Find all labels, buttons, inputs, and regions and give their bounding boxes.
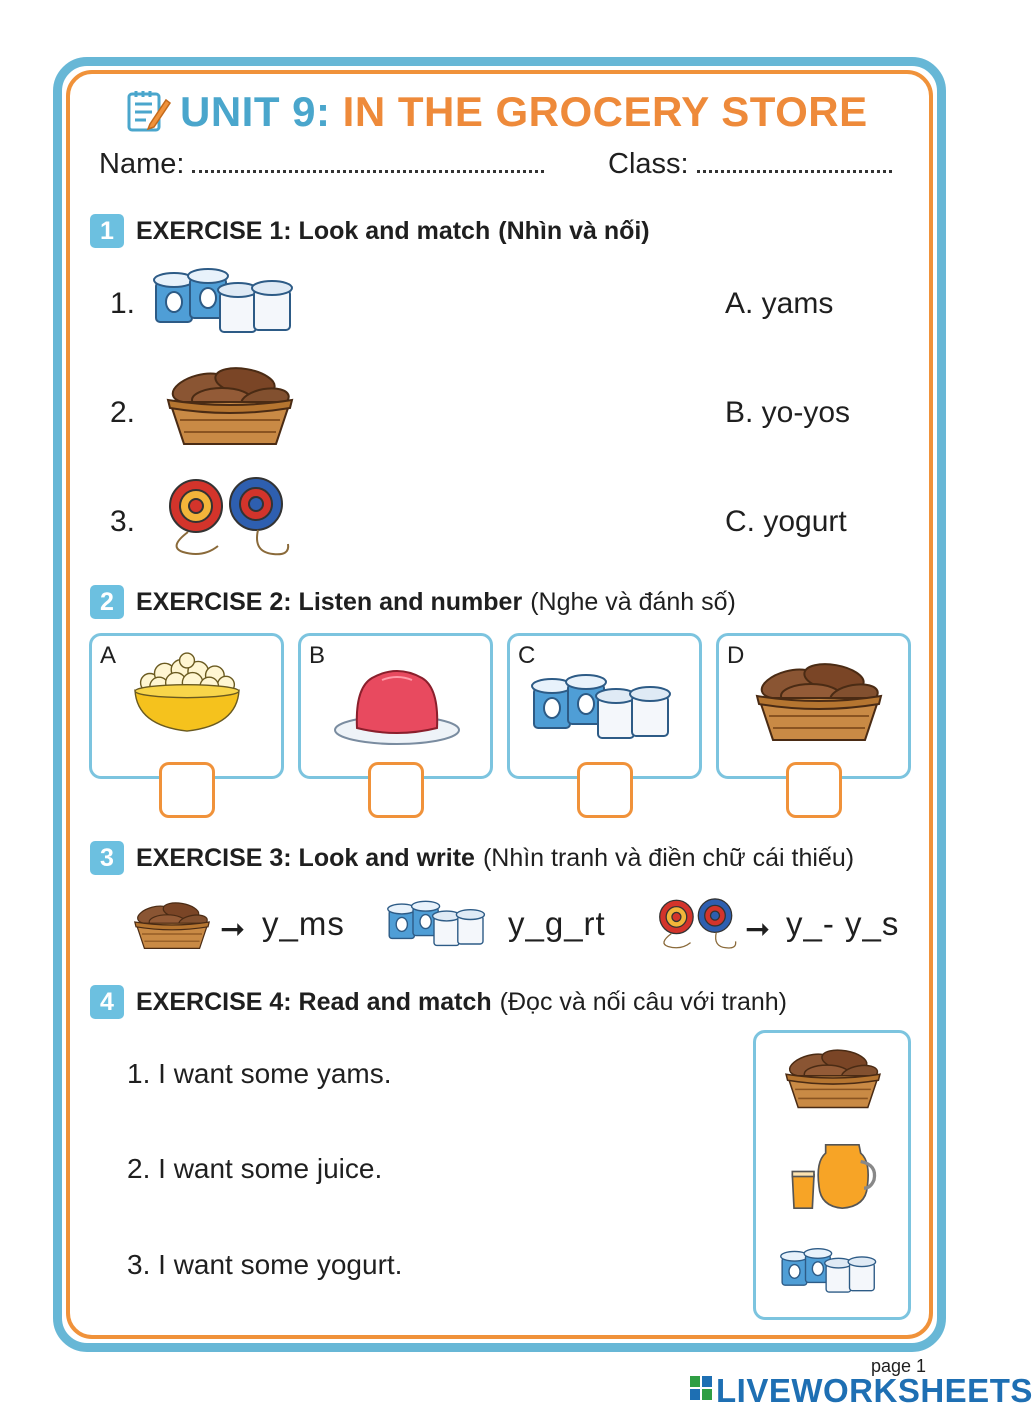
ex4-sentence-1[interactable]: 1. I want some yams.: [127, 1058, 392, 1089]
exercise-2-title: EXERCISE 2: Listen and number: [136, 587, 523, 616]
class-field[interactable]: [608, 148, 892, 181]
ex2-answer-c[interactable]: [577, 762, 633, 818]
exercise-1-heading: [90, 214, 650, 248]
ex1-number-3: 3.: [110, 505, 136, 538]
yams-image: [160, 360, 300, 450]
yams-image: [130, 894, 214, 956]
jelly-image: [327, 658, 467, 748]
ex1-option-c[interactable]: C. yogurt: [725, 505, 847, 538]
box-letter: D: [727, 642, 745, 669]
ex1-option-a[interactable]: A. yams: [725, 287, 834, 320]
ex3-word-2[interactable]: y_g_rt: [508, 905, 606, 942]
exercise-2-badge: 2: [90, 585, 124, 619]
ex2-box-c: [507, 633, 702, 779]
exercise-4-heading: [90, 985, 787, 1019]
class-label: Class:: [608, 148, 689, 180]
ex1-number-1: 1.: [110, 287, 136, 320]
name-label: Name:: [99, 148, 185, 180]
ex1-number-2: 2.: [110, 396, 136, 429]
title-unit: UNIT 9:: [180, 88, 331, 135]
ex1-option-b[interactable]: B. yo-yos: [725, 396, 851, 429]
ex2-answer-d[interactable]: [786, 762, 842, 818]
exercise-3-badge: 3: [90, 841, 124, 875]
exercise-3-title: EXERCISE 3: Look and write: [136, 843, 475, 872]
exercise-2-note: (Nghe và đánh số): [530, 587, 736, 616]
box-letter: C: [518, 642, 536, 669]
exercise-3-note: (Nhìn tranh và điền chữ cái thiếu): [482, 843, 855, 872]
exercise-3-heading: [90, 841, 854, 875]
exercise-2-heading: [90, 585, 736, 619]
yogurt-image[interactable]: [778, 1233, 888, 1307]
exercise-1-note: (Nhìn và nối): [498, 216, 650, 245]
ex4-picture-column: [753, 1030, 911, 1320]
exercise-1-title: EXERCISE 1: Look and match: [136, 216, 491, 245]
exercise-4-badge: 4: [90, 985, 124, 1019]
page-number: page 1: [871, 1356, 927, 1376]
exercise-1-badge: 1: [90, 214, 124, 248]
name-field[interactable]: [99, 148, 544, 181]
name-blank[interactable]: [192, 150, 544, 173]
yoyo-image: [158, 472, 298, 562]
exercise-4-title: EXERCISE 4: Read and match: [136, 987, 492, 1016]
ex2-box-d: [716, 633, 911, 779]
ex3-word-1[interactable]: y_ms: [262, 905, 345, 942]
yogurt-image: [150, 260, 310, 340]
brand-text: LIVEWORKSHEETS: [716, 1372, 1033, 1409]
ex2-box-a: [89, 633, 284, 779]
notepad-icon: [126, 88, 170, 139]
ex2-answer-a[interactable]: [159, 762, 215, 818]
popcorn-image: [122, 648, 252, 738]
liveworksheets-logo-icon: [690, 1376, 714, 1407]
page-title: [180, 88, 868, 136]
yams-image[interactable]: [780, 1041, 886, 1115]
box-letter: B: [309, 642, 326, 669]
ex4-sentence-3[interactable]: 3. I want some yogurt.: [127, 1249, 403, 1280]
yogurt-image: [385, 895, 497, 951]
juice-image[interactable]: [784, 1131, 884, 1217]
ex4-sentence-2[interactable]: 2. I want some juice.: [127, 1153, 383, 1184]
ex2-answer-b[interactable]: [368, 762, 424, 818]
exercise-4-note: (Đọc và nối câu với tranh): [499, 987, 787, 1016]
ex3-word-3[interactable]: y_- y_s: [786, 905, 900, 942]
arrow-icon: ➞: [745, 913, 771, 946]
yoyo-image: [652, 894, 742, 954]
ex2-box-b: [298, 633, 493, 779]
title-topic: IN THE GROCERY STORE: [342, 88, 868, 135]
box-letter: A: [100, 642, 117, 669]
class-blank[interactable]: [697, 150, 892, 173]
arrow-icon: ➞: [220, 913, 246, 946]
yogurt-image: [528, 666, 688, 746]
yams-image: [749, 656, 889, 746]
